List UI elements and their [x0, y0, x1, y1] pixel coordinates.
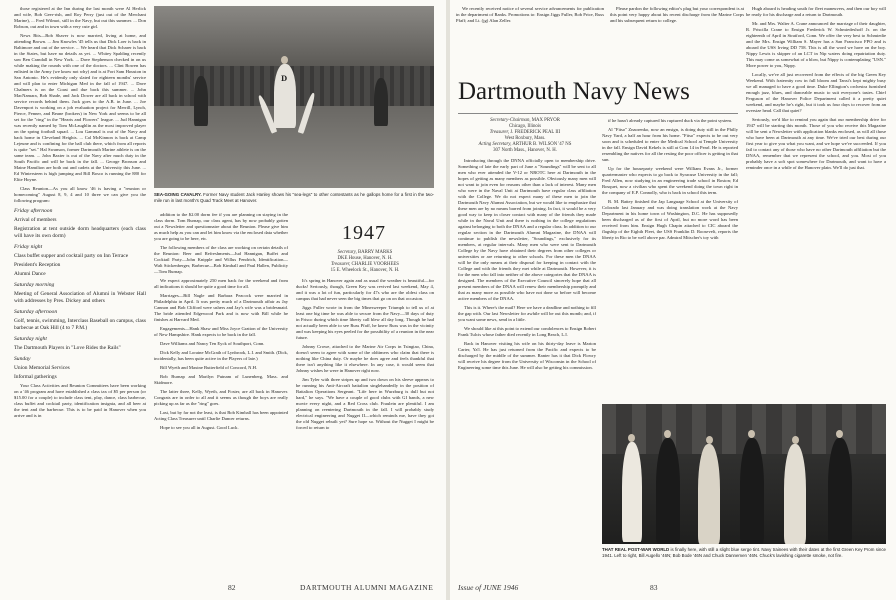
paragraph: Bill Wyeth and Maxine Butterfield of Concord, N.H.	[160, 365, 258, 370]
treasurer-address: 15 E. Wheelock St., Hanover, N. H.	[330, 268, 400, 273]
paragraph: This is it. Where's the mail? Here we have a deadline and nothing to fill the gap with. Our last Newsletter for awhile will be out this month; and, if you want some news, send in a little.	[458, 305, 596, 322]
treas-name: J. FREDERICK PEAL III	[510, 130, 561, 135]
paragraph: Dick Kelly and Loraine McGrath of Lynbrook, L.I. and Smith. (Dick, incidentally, has been quite active in the Players of late.)	[154, 350, 288, 361]
schedule-event: The Dartmouth Players in "Love Rides the Rails"	[14, 345, 121, 351]
right-intro-col1	[456, 6, 604, 42]
paragraph: Mr. and Mrs. Walter A. Crane announced the marriage of their daughter, R. Priscilla Crane to Ensign Frederick W. Schmiedeshoff Jr. on the eighteenth of April in Stratford, Conn. We offer the very best to Schmiedie and the Mrs. Ensign William S. Mayer has a San Francisco FPO and is aboard the USS Irving DD 758. This is all the word we have on the boy. Nippy Lewis is skipper of an LCT in Nip waters doing repatriation duty. This may come as somewhat of a blow, but Nippy is contemplating "USN." More power to you, Nippy.	[746, 21, 886, 68]
left-page	[0, 0, 446, 600]
paragraph: Engagements—Hank Shaw and Miss Joyce Gratton of the University of New Hampshire. Hank expects to be back in the fall.	[154, 326, 288, 337]
woman-figure	[784, 444, 806, 544]
navy-news-masthead: Dartmouth Navy News	[458, 78, 690, 105]
runner-jersey-letter: D	[281, 74, 288, 83]
track-meet-photo	[154, 6, 434, 188]
treasurer-name: CHARLIE VOORHEES	[351, 262, 399, 267]
treas-label: Treasurer,	[489, 130, 510, 135]
page-number-right: 83	[650, 583, 658, 592]
schedule-event: Meeting of General Association of Alumni in Webster Hall with addresses by Pres. Dickey and others	[14, 291, 146, 304]
secretary-address: DKE House, Hanover, N. H.	[337, 256, 393, 261]
schedule-event: Registration at tent outside dorm headquarters (each class will have its own dorm)	[14, 226, 146, 239]
paragraph: Jim Tyler with three stripes up and two down on his sleeve appears to be running his Anti-Aircraft battalion singlehandedly in the position of Battalion Operations Sergeant. "Life here in Wurzburg is dull but not hard," he says. "We have a couple of good clubs with GI bands, a new movie every night, and a Red Cross club. Fraulein are plentiful. I am planning on reentering Dartmouth in the fall. I will probably study electrical engineering and Nugget II—which reminds me, have they got the old Nugget rebuilt yet? Sure hope so. Without the Nugget I might be forced to return to	[296, 377, 434, 430]
paragraph: B. M. Battey finished the Jap Language School at the University of Colorado last January and was doing translation work at the Navy Department in his home town of Washington, D.C. He has supposedly been discharged as of the first of April, but no more word has been received from him. Ensign Hugh Chapin attached to CIC aboard the flagship of the Eighth Fleet, the USS Franklin D. Roosevelt, reports the liberty in Rio to be well above par. Admiral Mitscher's toy with	[602, 199, 738, 240]
sec-label: Secretary-Chairman,	[490, 118, 531, 123]
schedule-event: Golf, tennis, swimming, Interclass Baseball on campus, class barbecue at Oak Hill (4 to 7 P.M.)	[14, 318, 146, 331]
paragraph: Seriously, we'd like to remind you again that our membership drive for 1947 will be starting this month. Those of you who receive this Magazine will be sent a Newsletter with application blanks enclosed, as will all those who have been at Dartmouth at any time. We've tried our best during our first year to give you what you want, and we hope we've succeeded. If you fail to contact any of those who have no other Dartmouth affiliation but the DNAA, remember that we represent the school, and you. Most of you probably have a soft spot somewhere for Dartmouth, and want to have a reminder once in a while of the Hanover plain. We'll do just that.	[746, 117, 886, 170]
paragraph: News Bits—Bob Shaver is now married, living at home, and attending Brown. ... Jim Knowles '45 tells us that Dick Loer is back in Baltimore and out of the service. ... We heard that Dick Scharer is back in the States, but have no details as yet. ... Whitey Spalding recently saw Ben Crandall in New York. ... Dave Stephenson checked in on us while making the rounds with one of the doctors. ... Clint Bowen has enlisted in the Army (we know not why) and is at Fort Sam Houston in San Antonio. He's evidently only slated for eighteen months' service and will plan to enter Michigan Med in the fall of 1947. ... Dave Chalmers is on the Coast and due back this summer. ... John MacNamara, Bob Shade, and Jack Dower are all back in school with service records behind them. Jack goes to the A.B. in June. ... Joe Davenport is working on a job evaluation project for Merrill, Lynch, Pierce, Fenner, and Beane (brokers) in New York and seems to be all set for the "ring" in the "Hearts and Flowers" league. ... Jud Hannigan was recently named by Tom McLaughlin as the most improved player on the spring football squad. ... Lou Gammal is out of the Navy and back home in Cleveland Heights. ... Cal McKinnon is back at Camp Lejeune and is confining for the ball club there, which from all reports is quite "set." Hal Swanson, former Dartmouth Marine athlete is on the same team. ... John Baxter is out of the Navy after much duty in the South Pacific and will be back in the fall. ... George Bronson and Maine Hamilton are both out and cadets at the University this June. ... Ed Wintersteen is high jumping and Bill Bosco is running the 880 for Elite Hoyne.	[14, 33, 146, 182]
paragraph: We should like at this point to extend our condolences to Ensign Robert Frank Tulcis whose father died recently in Long Beach, L.I.	[458, 326, 596, 337]
paragraph: It's spring in Hanover again and as usual the weather is beautiful—for ducks! Seriously, though, Green Key was revived last weekend, May 4, and it was a lot of fun, particularly for 47s who are the oldest class on campus that had never seen the big times that go on on that occasion.	[296, 278, 434, 301]
prom-photo-caption	[602, 547, 886, 558]
paragraph: Last, but by far not the least, is that Bob Kimball has been appointed Acting Class Treasurer until Charlie Dancer returns.	[154, 410, 288, 421]
paragraph: The latter three, Kelly, Wyeth, and Foster, are all back in Hanover. Congrats are in order to all and it seems as though the boys are really picking up as far as the "ring" goes.	[154, 389, 288, 406]
schedule-day: Saturday night	[14, 336, 47, 342]
left-column-1	[14, 6, 146, 566]
secretary-label: Secretary,	[337, 250, 357, 255]
schedule-event: Arrival of members	[14, 217, 57, 223]
person-head	[706, 436, 713, 444]
schedule-event: Union Memorial Services	[14, 365, 70, 371]
right-intro-col2	[610, 6, 744, 42]
caption-text: Former Navy student Jack Hanley shows his "sea-legs" to other contestants as he gallops home for a first in the two-mile run in last month's Quad Track Meet at Hanover.	[154, 192, 435, 203]
photo-sky	[154, 6, 434, 66]
paragraph: if he hasn't already captured his ruptured duck via the point system.	[608, 118, 733, 123]
issue-line: Issue of JUNE 1946	[458, 583, 519, 592]
spectator-figure	[374, 78, 388, 126]
paragraph: Al "Fitso" Znaorenko, now an ensign, is doing duty still in the Philly Navy Yard, a half an hour from his home. "Fitso" expects to be out very soon and is scheduled to enter the Medical School at Temple University in the fall. Ensign David Kekels is still at Com 14 in Pearl. He is reported resembling the natives for all the resting the poor officer is getting in that sun.	[602, 127, 738, 162]
navy-officers	[458, 118, 592, 154]
paragraph: Please pardon the following editor's plug but your correspondent is at this point very happy about his recent discharge from the Marine Corps and his subsequent return to college.	[610, 6, 744, 23]
paragraph: Marriages—Bill Nagle and Barbara Peacock were married in Philadelphia in April. It was pretty much of a Dartmouth affair as Jay Cannon and Bob Clifford were ushers and Jay's wife was a bridesmaid. The bride attended Edgewood Park and is now with Bill while he finishes at Harvard Med.	[154, 293, 288, 322]
magazine-name: DARTMOUTH ALUMNI MAGAZINE	[300, 583, 434, 592]
schedule-day: Friday afternoon	[14, 208, 53, 214]
paragraph: Introducing through the DNNA officially open to membership drive. Something of late the early part of June a "Soundings" will be sent to all men who ever attended the V-12 or NROTC here at Dartmouth in the hopes of getting as many members as possible. Obviously many men will not want to join even for reasons other than a lack of interest. Many men who were in the Naval Unit at Dartmouth have regular class affiliation with the College. We do not expect many of these men to join the Dartmouth Navy Alumni Association, but we would like to emphasize that these men are by no means barred from joining. In fact, it would be a very good way to keep in closer contact with many of the friends they made while in the Naval Unit and there is nothing in the college regulations against belonging to both the DNAA and a regular class. In addition to our regular section in the Dartmouth Alumni Magazine, the DNAA will continue to publish the newsletter, "Soundings," exclusively for its members, at regular intervals. Many men who were sent to Dartmouth College by the Navy have obtained their degrees from other colleges or universities or are returning to other schools. For these men the DNAA will be the only means at their disposal for keeping in contact with the College and with the friends they met while at Dartmouth. However, it is for the men who fall into neither of the above categories that the DNAA is designed. The members of the Executive Council sincerely hope that all present members of the DNAA will renew their membership promptly and that as many more as possible who have not done so before will become active members of the DNAA.	[458, 158, 596, 301]
secretary-name: BARRY MARKS	[357, 250, 393, 255]
track-photo-caption	[154, 192, 434, 203]
schedule-event: Class buffet supper and cocktail party on Inn Terrace	[14, 253, 129, 259]
paragraph: The following members of the class are working on certain details of the Reunion: Beer and Refreshments—Jud Hannigan, Buffet and Cocktail Party—John Knipple and Willus Fendrich, Identification—Walt Stickenberger, Barbecue—Bob Kimball and Paul Hallen, Publicity—Tom Burnap.	[154, 245, 288, 274]
paragraph: Hugh aboard is heading south for fleet maneuvers, and then our boy will be ready for his discharge and a return to Dartmouth.	[746, 6, 886, 17]
paragraph: We expect approximately 250 men back for the weekend and from all indications it should be quite a good time for all.	[154, 278, 288, 289]
treasurer-label: Treasurer,	[331, 262, 351, 267]
paragraph: addition to the $2.00 dorm fee if you are planning on staying in the class dorm. Tom Burnap, our class agent, has by now probably gotten out a Newsletter and questionnaire about the Reunion. Please give him as much help as you can and let him know via the enclosed data whether you are going to be here, etc.	[154, 212, 288, 241]
paragraph: those registered at the Inn during the last month were Al Herlick and wife, Bob Geer-rish, and Roy Perry (just out of the Merchant Marine), ... Fred Wilmot, still in the Navy, but out this summer. ... Don Robson, out and in town with a very cute girl.	[14, 6, 146, 29]
schedule-day: Saturday morning	[14, 282, 55, 288]
paragraph: Jiggs Fuller wrote in from the Minesweeper Triumph to tell us of at least one big time he was able to secure from the Navy—30 days of duty in Frisco during which time liberty call blew all day long. Though he had not actually been able to see Russ Pfaff, he knew Russ was in the vicinity and was keeping his eyes peeled for the possibility of a reunion in the near future.	[296, 305, 434, 340]
acting-address: 307 North Mass., Hanover, N. H.	[493, 148, 557, 153]
paragraph: Your Class Activities and Reunion Committees have been working on a '46 program and have established a class tax of $5 per person (or $15.00 for a couple) to include class tent, play, dance, class barbecue, class buffet and cocktail party, identification insignia, and all beer at the tent and the barbecue. This is to be paid in Hanover when you arrive and is in	[14, 383, 146, 418]
sec-city: Chicago, Illinois	[509, 124, 541, 129]
left-column-3	[296, 278, 434, 572]
masthead-rule	[458, 113, 738, 114]
navy-man-figure	[740, 438, 764, 544]
person-head	[792, 436, 799, 444]
schedule-day: Sunday	[14, 356, 31, 362]
paragraph: We recently received notice of several service advancements for publication in the department of Ranks. Promotions to: Ensign Jiggs Fuller, Bob Price, Russ Pfaff; and Lt. (jg) Alan Zeller.	[456, 6, 604, 23]
schedule-event: President's Reception	[14, 262, 61, 268]
acting-name: ARTHUR B. WILSON '47 NS	[512, 142, 572, 147]
caption-lead: THAT REAL POST-WAR WORLD	[602, 547, 670, 552]
runner-head	[281, 56, 288, 64]
treas-city: West Roxbury, Mass.	[504, 136, 546, 141]
right-page	[450, 0, 896, 600]
paragraph: Hope to see you all in August. Good Luck.	[160, 425, 239, 430]
class-officers	[296, 250, 434, 274]
woman-figure	[698, 444, 720, 544]
acting-label: Acting Secretary,	[478, 142, 512, 147]
paragraph: Back in Hanover visiting his wife on his thirty-day leave is Marion Carter, Ya'l. He has just returned from the Pacific and expects to be discharged by the middle of the summer. Ranter has it that Dick Flowry will receive his degree from the University of Wisconsin in the School of Engineering some time this June. He will also be getting his commission.	[458, 341, 596, 370]
person-head	[628, 434, 635, 442]
reunion-schedule	[14, 208, 146, 381]
schedule-event: Alumni Dance	[14, 271, 46, 277]
woman-figure	[622, 442, 642, 542]
schedule-day: Saturday afternoon	[14, 309, 58, 315]
right-column-1	[458, 158, 596, 572]
navy-man-figure	[656, 438, 680, 544]
spectator-figure	[194, 76, 208, 126]
paragraph: Locally, we've all just recovered from the effects of the big Green Key Weekend. With fraternity row in full bloom and Tansi's kept mighty busy we all managed to have a good time. Duke Ellington's orchestra furnished enough jazz, blues, and danceable music to suit everyone's tastes. Chief Ferguson of the Hanover Police Department called it a pretty quiet weekend, and maybe he's right, but it took us four days to recover from an oversize head. Call that quiet?	[746, 72, 886, 113]
person-head	[664, 430, 671, 438]
paragraph: Dave Williams and Nancy Ten Eyck of Southport, Conn.	[160, 341, 265, 346]
person-head	[748, 430, 755, 438]
caption-text: is finally here, with still a slight blue serge tint. Navy trainees with their dates at the first Green Key Prom since 1941. Left to right, Bill Augello '46N; Bob Bode '46N and Chuck Dannemen '46N. Chuck's lavishing cigarette smoke, not fire.	[602, 547, 886, 558]
page-number-left: 82	[228, 583, 236, 592]
class-year-heading: 1947	[342, 222, 386, 244]
right-column-2	[602, 118, 738, 400]
paragraph: Class Reunion—As you all know '46 is having a "reunion or homecoming" August 8, 9, 4 and 10 three we can give you the following program:	[14, 186, 146, 203]
prom-photo	[602, 404, 886, 544]
paragraph: Bob Burnap and Marilyn Putnam of Lunenberg, Mass. and Skidmore.	[154, 374, 288, 385]
sec-name: MAX PRYOR	[531, 118, 560, 123]
paragraph: Up for the houseparty weekend were William Evans Jr., former quartermaster who expects to go back to Syracuse University in the fall; Fred Allen, now studying in an engineering trade school in Boston; Ed Bosquet, now a civilian who spent the weekend doing the town right in the company of E.P. Connolly, who is back in school this term.	[602, 166, 738, 195]
schedule-event: Informal gatherings	[14, 374, 57, 380]
paragraph: Johnny Crowe, attached to the Marine Air Corps in Tsingtao, China, doesn't seem to agree with some of the oldtimers who claim that there is nothing like China duty. Or maybe he does agree and feels thankful that there isn't anything like it elsewhere. In any case, it would seem that Johnny wishes he were in Hanover right now.	[296, 344, 434, 373]
caption-lead: SEA-GOING CAVALRY.	[154, 192, 202, 197]
person-head	[836, 430, 843, 438]
navy-man-figure	[828, 438, 852, 544]
schedule-day: Friday night	[14, 244, 43, 250]
left-column-2	[154, 212, 288, 572]
right-column-3	[746, 6, 886, 398]
